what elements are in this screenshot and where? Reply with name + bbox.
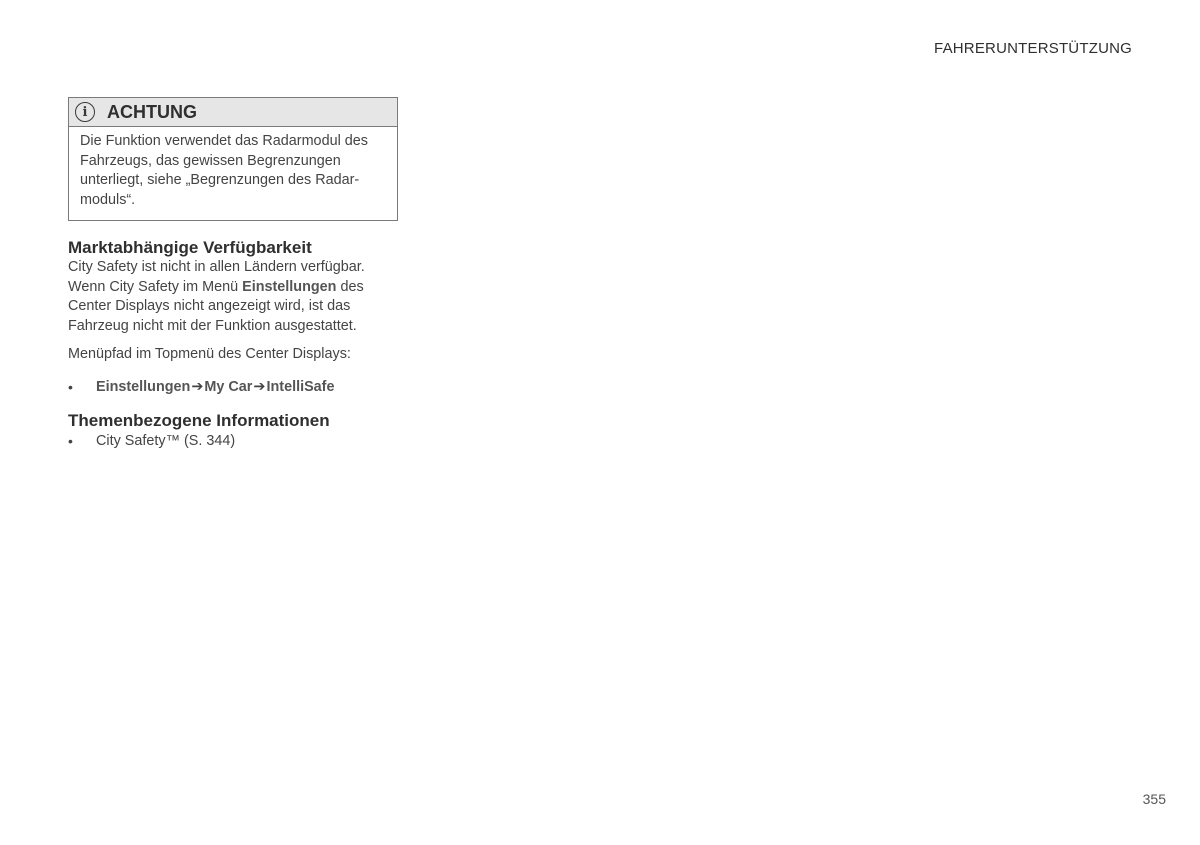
menu-path-item	[68, 377, 400, 397]
warning-text	[69, 127, 397, 220]
arrow-right-icon: ➔	[191, 378, 204, 395]
menu-path-step: Einstellungen	[96, 378, 191, 395]
content-column	[68, 97, 400, 451]
settings-menu-term: Einstellungen	[242, 278, 337, 295]
warning-line: unterliegt, siehe „Begrenzungen des Radar-	[80, 172, 360, 188]
availability-heading: Marktabhängige Verfügbarkeit	[68, 238, 312, 257]
page-number: 355	[1142, 791, 1166, 807]
availability-line: Center Displays nicht angezeigt wird, ist das	[68, 298, 351, 315]
warning-line: Fahrzeugs, das gewissen Begrenzungen	[80, 152, 341, 169]
menu-path	[96, 377, 334, 397]
bullet-icon: •	[68, 432, 73, 449]
related-heading: Themenbezogene Informationen	[68, 410, 330, 430]
menu-path-label: Menüpfad im Topmenü des Center Displays:	[68, 345, 351, 362]
warning-line: Die Funktion verwendet das Radarmodul des	[80, 133, 368, 149]
warning-header	[69, 98, 397, 127]
section-header: FAHRERUNTERSTÜTZUNG	[934, 40, 1132, 57]
bullet-icon: •	[68, 378, 73, 395]
warning-line: moduls“.	[80, 191, 136, 208]
availability-line: Wenn City Safety im Menü	[68, 278, 243, 295]
availability-line: Fahrzeug nicht mit der Funktion ausgestattet.	[68, 318, 357, 335]
related-item[interactable]	[68, 431, 400, 451]
warning-title: ACHTUNG	[107, 101, 197, 122]
related-link[interactable]: City Safety™ (S. 344)	[96, 432, 236, 449]
info-icon: i	[75, 102, 95, 122]
availability-line: City Safety ist nicht in allen Ländern verfügbar.	[68, 259, 365, 275]
menu-path-step: My Car	[204, 378, 253, 395]
availability-paragraph	[68, 258, 400, 337]
arrow-right-icon: ➔	[253, 378, 266, 395]
warning-box	[68, 97, 398, 221]
availability-line: des	[336, 278, 364, 295]
menu-path-step: IntelliSafe	[266, 378, 335, 395]
